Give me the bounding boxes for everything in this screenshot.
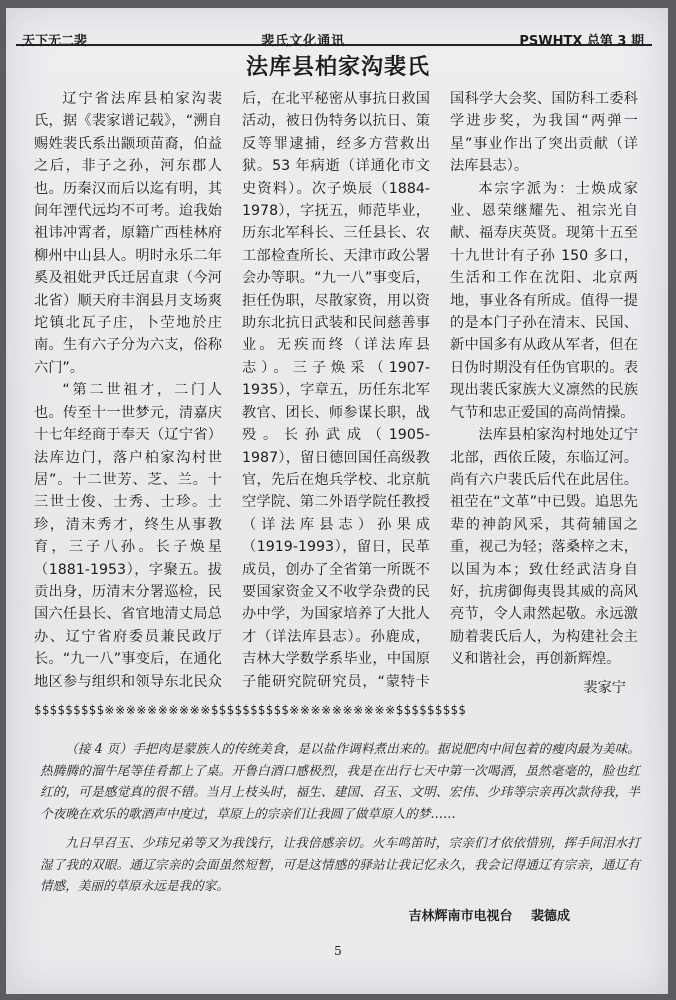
header-publication-title: 裴氏文化通讯: [261, 33, 346, 49]
header-left: 天下无二裴: [22, 33, 88, 49]
continued-article: [40, 738, 640, 897]
author-credit: 吉林辉南市电视台 裴德成: [408, 909, 570, 924]
article-body: [34, 88, 638, 694]
paragraph: 本宗字派为：士焕成家业、恩荣继耀先、祖宗光自献、福寿庆英贤。现第十五至十九世计有子孙 150 多口，生活和工作在沈阳、北京两地，事业各有所成。值得一提的是本门子孙在清末、民国、新中国多有从政从军者，但在日伪时期没有任伪官职的。表现出裴氏家族大义凛然的民族气节和忠正爱国的高尚情操。: [450, 180, 638, 421]
section-separator: $$$$$$$$$※※※※※※※※※※$$$$$$$$$$※※※※※※※※※※$$$$$$$$$: [34, 703, 467, 717]
article-column-3: [450, 88, 638, 694]
author-signature: 裴家宁: [583, 679, 626, 694]
paragraph: 后，在北平秘密从事抗日救国活动，被日伪特务以抗日、策反等罪逮捕，经多方营救出狱。53 年病逝（详通化市文史资料）。次子焕辰（1884-1978），字抚五，师范毕业，历东北军科长、三任县长、农工部检查所长、天津市政公署会办等职。“九一八”事变后，拒任伪职，尽散家资，用以资助东北抗日武装和民间慈善事业。无疾而终（详法库县志）。三子焕采（1907-1935），字章五，历任东北军教官、团长、师参谋长职，战殁。长孙武成（1905-1987），留日德回国任高级教官，先后在炮兵学校、北京航空学院、第二外语学院任教授（详法库县志）孙果成（1919-1993），留日，民革成员，创办了全省第一所既不要国家资金又不收学杂费的民办中学，为国家培养了大批人才（详法库县志）。孙鹿成，吉林大学数学系毕业，中国原子能研究院研究员，“蒙特卡: [242, 91, 430, 690]
article-column-2: [242, 88, 430, 694]
paragraph: 国科学大会奖、国防科工委科学进步奖，为我国“两弹一星”事业作出了突出贡献（详法库县志）。: [450, 91, 638, 175]
page-header: [22, 28, 644, 50]
paragraph: “第二世祖才，二门人也。传至十一世梦元，清嘉庆十七年经商于奉天（辽宁省）法库边门，落户柏家沟村世居”。十二世芳、芝、兰。十三世士俊、士秀、士珍。士珍，清末秀才，终生从事教育，三子八孙。长子焕星（1881-1953），字聚五。拔贡出身，历清末分署巡检，民国六任县长、省官地清丈局总办、辽宁省府委员兼民政厅长。“九一八”事变后，在通化地区参与组织和领导东北民众: [34, 382, 222, 690]
article-title: 法库县柏家沟裴氏: [245, 55, 430, 80]
page-number: 5: [334, 944, 342, 958]
paragraph: 九日早召玉、少玮兄弟等又为我饯行，让我倍感亲切。火车鸣笛时，宗亲们才依依惜别，挥手间泪水打湿了我的双眼。通辽宗亲的会面虽然短暂，可是这情感的驿站让我记忆永久，我会记得通辽有宗亲，通辽有情感，美丽的草原永远是我的家。: [40, 835, 640, 893]
header-issue: PSWHTX 总第 3 期: [519, 33, 644, 49]
article-column-1: [34, 88, 222, 694]
paragraph: （接 4 页）手把肉是蒙族人的传统美食，是以盐作调料煮出来的。据说肥肉中间包着的瘦肉最为美味。热腾腾的溜牛尾等佳肴都上了桌。开鲁白酒口感极烈，我是在出行七天中第一次喝酒，虽然毫毫的，脸也红红的，可是感觉真的很不错。当月上枝头时，福生、建国、召玉、文明、宏伟、少玮等宗亲再次款待我，半个夜晚在欢乐的歌酒声中度过，草原上的宗亲们让我圆了做草原人的梦……: [40, 741, 640, 821]
paragraph: 法库县柏家沟村地处辽宁北部，西依丘陵，东临辽河。尚有六户裴氏后代在此居住。祖茔在“文革”中已毁。追思先辈的神韵风采，其荷辅国之重，视己为轻；落桑梓之末，以国为本；致仕经武洁身自好，抗虏御侮夷畏其威的高风亮节，令人肃然起敬。永远激励着裴氏后人，为构建社会主义和谐社会，再创新辉煌。: [450, 427, 638, 668]
paragraph: 辽宁省法库县柏家沟裴氏，据《裴家谱记载》，“溯自赐姓裴氏系出颛顼苗裔，伯益之后，非子之孙，河东郡人也。历秦汉而后以迄有明，其间年湮代远均不可考。迨我始祖讳冲霄者，原籍广西桂林府柳州中山县人。明时永乐二年奚及祖妣尹氏迁居直隶（今河北省）顺天府丰润县月支场爽坨镇北瓦子庄，卜茔地於庄南。生有六子分为六支，俗称六门”。: [34, 91, 222, 376]
header-rule: [16, 44, 652, 46]
